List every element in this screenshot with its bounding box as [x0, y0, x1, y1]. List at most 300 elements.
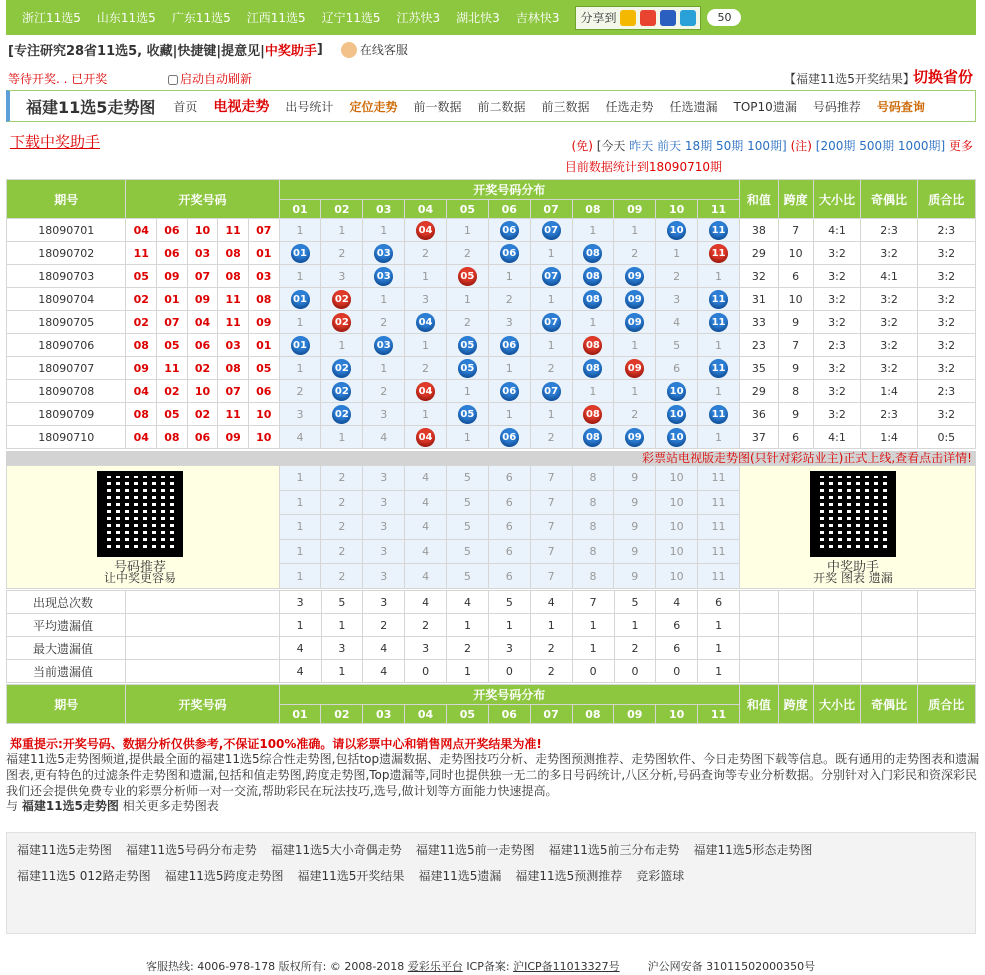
dist-cell[interactable]	[698, 403, 740, 426]
dist-cell[interactable]: 2	[405, 242, 447, 265]
footer-site-link[interactable]: 爱彩乐平台	[407, 960, 463, 973]
nav-item-0[interactable]: 首页	[173, 99, 198, 114]
warning-text: 郑重提示:开奖号码、数据分析仅供参考,不保证100%准确。请以彩票中心和销售网点开奖结果为准!	[10, 737, 542, 751]
related-link-2[interactable]: 福建11选5大小奇偶走势	[270, 843, 402, 857]
number-ball: 03	[374, 244, 393, 263]
draw-cell: 06	[187, 334, 218, 357]
pick-cell[interactable]: 11	[698, 515, 740, 540]
filter-18[interactable]: 18期	[684, 139, 713, 153]
related-link-1[interactable]: 福建11选5号码分布走势	[125, 843, 257, 857]
stats-value: 1	[698, 637, 740, 660]
number-ball: 08	[583, 359, 602, 378]
number-ball: 05	[458, 267, 477, 286]
share-icon-2[interactable]	[660, 10, 676, 26]
dist-cell[interactable]	[572, 334, 614, 357]
dist-cell[interactable]	[656, 219, 698, 242]
pick-cell[interactable]: 1	[279, 564, 321, 589]
slogan-helper-link[interactable]: 中奖助手	[264, 44, 317, 59]
pick-cell[interactable]: 6	[488, 515, 530, 540]
related-link-6[interactable]: 福建11选5 012路走势图	[17, 869, 151, 883]
foot-h_oe: 奇偶比	[861, 685, 917, 724]
share-icon-0[interactable]	[620, 10, 636, 26]
top-link-0[interactable]: 浙江11选5	[22, 11, 81, 25]
pick-cell[interactable]: 1	[279, 490, 321, 515]
dist-cell[interactable]: 3	[321, 265, 363, 288]
pick-cell[interactable]: 11	[698, 490, 740, 515]
dist-cell[interactable]: 1	[279, 265, 321, 288]
foot-h_pc: 质合比	[917, 685, 975, 724]
pick-cell[interactable]: 1	[279, 539, 321, 564]
dist-cell[interactable]	[321, 357, 363, 380]
pick-cell[interactable]: 9	[614, 564, 656, 589]
pick-cell[interactable]: 2	[321, 564, 363, 589]
stats-empty	[126, 591, 279, 614]
dist-cell[interactable]	[488, 219, 530, 242]
dist-cell[interactable]: 3	[405, 288, 447, 311]
dist-cell[interactable]: 2	[488, 288, 530, 311]
stats-label: 出现总次数	[7, 591, 126, 614]
dist-cell[interactable]	[279, 334, 321, 357]
stats-empty	[126, 637, 279, 660]
pick-cell[interactable]: 3	[363, 539, 405, 564]
dist-cell[interactable]	[488, 426, 530, 449]
auto-refresh-checkbox[interactable]	[168, 75, 178, 85]
pick-cell[interactable]: 2	[321, 539, 363, 564]
dist-cell[interactable]: 1	[698, 265, 740, 288]
filter-50[interactable]: 50期	[716, 139, 744, 153]
pick-cell[interactable]: 8	[572, 490, 614, 515]
main-h_oe: 奇偶比	[861, 180, 917, 219]
dist-cell[interactable]	[321, 380, 363, 403]
pick-cell[interactable]: 9	[614, 466, 656, 491]
top-link-3[interactable]: 江西11选5	[246, 11, 306, 25]
filter-1000[interactable]: 1000期]	[897, 139, 946, 153]
stats-value: 1	[488, 614, 530, 637]
nav-item-10[interactable]: 号码推荐	[812, 99, 861, 114]
dist-cell[interactable]: 1	[279, 357, 321, 380]
draw-cell: 10	[248, 403, 279, 426]
related-link-8[interactable]: 福建11选5开奖结果	[297, 869, 405, 883]
stats-empty	[917, 614, 975, 637]
pick-cell[interactable]: 11	[698, 539, 740, 564]
related-link-7[interactable]: 福建11选5跨度走势图	[164, 869, 284, 883]
dist-cell[interactable]	[446, 265, 488, 288]
pick-cell[interactable]: 5	[447, 490, 489, 515]
number-ball: 02	[332, 382, 351, 401]
slogan-end: ]	[316, 42, 323, 57]
pick-cell[interactable]: 4	[405, 490, 447, 515]
number-ball: 01	[291, 244, 310, 263]
related-link-9[interactable]: 福建11选5遗漏	[418, 869, 502, 883]
pick-cell[interactable]: 10	[656, 466, 698, 491]
qr-right-title: 中奖助手	[826, 560, 879, 575]
dist-cell[interactable]	[572, 242, 614, 265]
dist-cell[interactable]: 2	[656, 265, 698, 288]
dist-cell[interactable]	[698, 357, 740, 380]
stats-empty	[917, 660, 975, 683]
table-row	[7, 219, 976, 242]
dist-cell[interactable]: 1	[279, 219, 321, 242]
related-link-10[interactable]: 福建11选5预测推荐	[515, 869, 623, 883]
dist-cell[interactable]: 1	[488, 357, 530, 380]
foot-col-8: 09	[614, 705, 656, 724]
dist-cell[interactable]: 1	[279, 311, 321, 334]
pick-cell[interactable]: 9	[614, 515, 656, 540]
filter-more[interactable]: 更多	[948, 139, 973, 153]
dist-cell[interactable]	[405, 380, 447, 403]
top-link-5[interactable]: 江苏快3	[396, 11, 441, 25]
table-row	[7, 357, 976, 380]
share-icon-3[interactable]	[680, 10, 696, 26]
dist-cell[interactable]: 1	[405, 334, 447, 357]
foot-col-1: 02	[321, 705, 363, 724]
pick-cell[interactable]: 11	[698, 466, 740, 491]
filter-today[interactable]: [今天	[596, 139, 626, 153]
dist-cell[interactable]	[698, 311, 740, 334]
dist-cell[interactable]: 1	[321, 426, 363, 449]
stats-value: 3	[488, 637, 530, 660]
dist-cell[interactable]: 2	[279, 380, 321, 403]
stats-empty	[861, 614, 917, 637]
dist-cell[interactable]: 2	[363, 380, 405, 403]
draw-cell: 02	[187, 403, 218, 426]
dist-cell[interactable]: 1	[363, 357, 405, 380]
foot-col-10: 11	[698, 705, 740, 724]
pick-cell[interactable]: 10	[656, 539, 698, 564]
dist-cell[interactable]: 2	[446, 311, 488, 334]
dist-cell[interactable]: 1	[446, 380, 488, 403]
stats-empty	[813, 660, 861, 683]
dist-cell[interactable]	[614, 426, 656, 449]
dist-cell[interactable]	[446, 403, 488, 426]
filter-yesterday[interactable]: 昨天	[629, 139, 654, 153]
dist-cell[interactable]	[363, 334, 405, 357]
stats-value: 3	[405, 637, 447, 660]
dist-cell[interactable]: 1	[321, 219, 363, 242]
number-ball: 07	[542, 267, 561, 286]
dist-cell[interactable]: 2	[530, 357, 572, 380]
dist-cell[interactable]	[488, 380, 530, 403]
pick-cell[interactable]: 8	[572, 515, 614, 540]
dist-cell[interactable]	[405, 311, 447, 334]
pick-cell[interactable]: 1	[279, 466, 321, 491]
nav-item-11[interactable]: 号码查询	[876, 99, 925, 114]
pick-cell[interactable]: 8	[572, 539, 614, 564]
pick-cell[interactable]: 4	[405, 515, 447, 540]
draw-cell: 02	[126, 288, 157, 311]
related-link-0[interactable]: 福建11选5走势图	[17, 843, 112, 857]
pick-cell[interactable]: 1	[279, 515, 321, 540]
sum-cell: 36	[740, 403, 779, 426]
dist-cell[interactable]: 1	[446, 219, 488, 242]
dist-cell[interactable]	[614, 288, 656, 311]
stats-value: 2	[405, 614, 447, 637]
nav-item-2[interactable]: 出号统计	[285, 99, 334, 114]
dist-cell[interactable]	[488, 242, 530, 265]
main-col-6: 07	[530, 200, 572, 219]
dist-cell[interactable]: 1	[363, 219, 405, 242]
top-link-7[interactable]: 吉林快3	[515, 11, 560, 25]
dist-cell[interactable]	[363, 265, 405, 288]
dist-cell[interactable]: 3	[488, 311, 530, 334]
dist-cell[interactable]: 3	[279, 403, 321, 426]
dist-cell[interactable]	[572, 426, 614, 449]
filter-500[interactable]: 500期	[859, 139, 895, 153]
dist-cell[interactable]: 3	[363, 403, 405, 426]
stats-value: 6	[656, 637, 698, 660]
dist-cell[interactable]: 4	[279, 426, 321, 449]
dist-cell[interactable]: 1	[405, 265, 447, 288]
related-link-11[interactable]: 竞彩篮球	[636, 869, 685, 883]
foot-h-issue: 期号	[7, 685, 126, 724]
dist-cell[interactable]: 1	[698, 380, 740, 403]
tv-ad-banner[interactable]: 彩票站电视版走势图(只针对彩站业主)正式上线,查看点击详情!	[6, 451, 976, 465]
stats-empty	[813, 614, 861, 637]
number-ball: 07	[542, 382, 561, 401]
pick-cell[interactable]: 11	[698, 564, 740, 589]
result-link[interactable]: 【福建11选5开奖结果】	[784, 72, 915, 86]
bs-cell: 3:2	[813, 265, 861, 288]
nav-item-9[interactable]: TOP10遗漏	[733, 99, 797, 114]
nav-item-3[interactable]: 定位走势	[349, 99, 398, 114]
foot-col-6: 07	[530, 705, 572, 724]
qr-right-sub: 开奖 图表 遗漏	[813, 571, 893, 585]
main-col-4: 05	[446, 200, 488, 219]
pick-cell[interactable]: 3	[363, 564, 405, 589]
pick-cell[interactable]: 8	[572, 466, 614, 491]
dist-cell[interactable]: 1	[698, 334, 740, 357]
filter-100[interactable]: 100期]	[747, 139, 787, 153]
dist-cell[interactable]	[572, 288, 614, 311]
draw-cell: 09	[187, 288, 218, 311]
top-link-2[interactable]: 广东11选5	[171, 11, 231, 25]
dist-cell[interactable]: 6	[656, 357, 698, 380]
pick-cell[interactable]: 7	[530, 490, 572, 515]
number-ball: 09	[625, 313, 644, 332]
nav-item-8[interactable]: 任选遗漏	[669, 99, 718, 114]
dist-cell[interactable]	[321, 288, 363, 311]
pick-cell[interactable]: 2	[321, 466, 363, 491]
top-link-6[interactable]: 湖北快3	[456, 11, 500, 25]
pick-cell[interactable]: 4	[405, 539, 447, 564]
top-link-4[interactable]: 辽宁11选5	[321, 11, 381, 25]
pick-cell[interactable]: 9	[614, 539, 656, 564]
pc-cell: 0:5	[917, 426, 975, 449]
pick-cell[interactable]: 5	[447, 466, 489, 491]
switch-province-button[interactable]: 切换省份	[913, 68, 974, 86]
dist-cell[interactable]: 2	[363, 311, 405, 334]
dist-cell[interactable]: 2	[405, 357, 447, 380]
dist-cell[interactable]: 2	[614, 242, 656, 265]
dist-cell[interactable]	[530, 219, 572, 242]
pick-cell[interactable]: 7	[530, 466, 572, 491]
dist-cell[interactable]	[572, 403, 614, 426]
nav-item-7[interactable]: 任选走势	[605, 99, 654, 114]
stats-row	[7, 660, 976, 683]
pick-cell[interactable]: 7	[530, 515, 572, 540]
main-col-8: 09	[614, 200, 656, 219]
pick-cell[interactable]: 6	[488, 539, 530, 564]
dist-cell[interactable]	[656, 403, 698, 426]
related-link-3[interactable]: 福建11选5前一走势图	[415, 843, 535, 857]
dist-cell[interactable]	[488, 334, 530, 357]
pick-cell[interactable]: 8	[572, 564, 614, 589]
pc-cell: 3:2	[917, 265, 975, 288]
online-service-link[interactable]	[341, 41, 408, 59]
dist-cell[interactable]: 2	[446, 242, 488, 265]
stats-empty	[917, 637, 975, 660]
dist-cell[interactable]	[698, 219, 740, 242]
number-ball: 07	[542, 313, 561, 332]
dist-cell[interactable]: 1	[363, 288, 405, 311]
dist-cell[interactable]: 1	[614, 334, 656, 357]
dist-cell[interactable]: 3	[656, 288, 698, 311]
dist-cell[interactable]: 1	[321, 334, 363, 357]
pick-cell[interactable]: 5	[447, 564, 489, 589]
filter-200[interactable]: [200期	[815, 139, 856, 153]
pick-cell[interactable]: 3	[363, 490, 405, 515]
nav-item-5[interactable]: 前二数据	[477, 99, 526, 114]
download-helper-link[interactable]: 下载中奖助手	[10, 133, 101, 151]
dist-cell[interactable]: 2	[530, 426, 572, 449]
foot-col-0: 01	[279, 705, 321, 724]
pick-cell[interactable]: 10	[656, 564, 698, 589]
dist-cell[interactable]	[405, 219, 447, 242]
dist-cell[interactable]: 1	[530, 334, 572, 357]
header-slogan	[8, 40, 408, 59]
stats-empty	[778, 614, 813, 637]
dist-cell[interactable]	[530, 380, 572, 403]
related-link-4[interactable]: 福建11选5前三分布走势	[548, 843, 680, 857]
dist-cell[interactable]: 1	[530, 403, 572, 426]
pick-cell[interactable]: 10	[656, 515, 698, 540]
dist-cell[interactable]: 1	[446, 426, 488, 449]
stats-value: 4	[656, 591, 698, 614]
dist-cell[interactable]	[405, 426, 447, 449]
pick-cell[interactable]: 6	[488, 466, 530, 491]
related-name[interactable]: 福建11选5走势图	[21, 799, 119, 813]
share-icon-1[interactable]	[640, 10, 656, 26]
span-cell: 7	[778, 219, 813, 242]
stats-value: 5	[321, 591, 363, 614]
number-ball: 05	[458, 405, 477, 424]
dist-cell[interactable]: 2	[321, 242, 363, 265]
pick-cell[interactable]: 5	[447, 539, 489, 564]
stats-value: 1	[321, 614, 363, 637]
dist-cell[interactable]: 4	[363, 426, 405, 449]
bs-cell: 4:1	[813, 219, 861, 242]
pick-cell[interactable]: 4	[405, 466, 447, 491]
nav-item-1[interactable]: 电视走势	[213, 99, 270, 115]
auto-refresh-toggle[interactable]	[168, 70, 252, 87]
filter-before[interactable]: 前天	[657, 139, 682, 153]
dist-cell[interactable]: 1	[405, 403, 447, 426]
span-cell: 9	[778, 311, 813, 334]
stats-value: 5	[488, 591, 530, 614]
dist-cell[interactable]: 1	[572, 219, 614, 242]
footer-icp-link[interactable]: 沪ICP备11013327号	[513, 960, 620, 973]
dist-cell[interactable]: 1	[614, 380, 656, 403]
pick-cell[interactable]: 7	[530, 539, 572, 564]
dist-cell[interactable]	[614, 357, 656, 380]
dist-cell[interactable]	[572, 357, 614, 380]
dist-cell[interactable]: 1	[530, 242, 572, 265]
dist-cell[interactable]	[321, 403, 363, 426]
nav-item-4[interactable]: 前一数据	[413, 99, 462, 114]
pick-cell[interactable]: 2	[321, 490, 363, 515]
dist-cell[interactable]: 4	[656, 311, 698, 334]
dist-cell[interactable]	[614, 265, 656, 288]
dist-cell[interactable]: 1	[698, 426, 740, 449]
stats-empty	[861, 660, 917, 683]
dist-cell[interactable]	[279, 242, 321, 265]
dist-cell[interactable]	[530, 311, 572, 334]
dist-cell[interactable]	[698, 288, 740, 311]
pc-cell: 3:2	[917, 334, 975, 357]
number-ball: 10	[667, 221, 686, 240]
main-h-draw: 开奖号码	[126, 180, 279, 219]
draw-cell: 11	[218, 219, 249, 242]
dist-cell[interactable]	[279, 288, 321, 311]
related-link-5[interactable]: 福建11选5形态走势图	[693, 843, 813, 857]
pick-cell[interactable]: 3	[363, 466, 405, 491]
number-ball: 06	[500, 428, 519, 447]
pick-cell[interactable]: 6	[488, 564, 530, 589]
stats-value: 4	[363, 660, 405, 683]
dist-cell[interactable]: 1	[572, 380, 614, 403]
bs-cell: 3:2	[813, 403, 861, 426]
pick-cell[interactable]: 6	[488, 490, 530, 515]
pick-cell[interactable]: 2	[321, 515, 363, 540]
dist-cell[interactable]	[572, 265, 614, 288]
dist-cell[interactable]	[656, 426, 698, 449]
dist-cell[interactable]: 1	[614, 219, 656, 242]
dist-cell[interactable]	[446, 357, 488, 380]
draw-cell: 11	[157, 357, 188, 380]
footer-header-table	[6, 684, 976, 724]
dist-cell[interactable]	[321, 311, 363, 334]
pick-cell[interactable]: 10	[656, 490, 698, 515]
dist-cell[interactable]: 2	[614, 403, 656, 426]
dist-cell[interactable]: 1	[488, 403, 530, 426]
number-ball: 09	[625, 359, 644, 378]
dist-cell[interactable]	[530, 265, 572, 288]
pick-cell[interactable]: 7	[530, 564, 572, 589]
dist-cell[interactable]	[446, 334, 488, 357]
top-link-1[interactable]: 山东11选5	[96, 11, 156, 25]
dist-cell[interactable]	[614, 311, 656, 334]
foot-header-row	[7, 685, 976, 705]
dist-cell[interactable]	[656, 380, 698, 403]
nav-item-6[interactable]: 前三数据	[541, 99, 590, 114]
dist-cell[interactable]: 1	[656, 242, 698, 265]
pick-cell[interactable]: 9	[614, 490, 656, 515]
stats-row	[7, 637, 976, 660]
share-box[interactable]	[575, 6, 701, 30]
dist-cell[interactable]: 1	[572, 311, 614, 334]
dist-cell[interactable]	[363, 242, 405, 265]
number-ball: 11	[709, 313, 728, 332]
number-ball: 06	[500, 244, 519, 263]
pick-cell[interactable]: 5	[447, 515, 489, 540]
dist-cell[interactable]	[698, 242, 740, 265]
pick-cell[interactable]: 4	[405, 564, 447, 589]
pick-cell[interactable]: 3	[363, 515, 405, 540]
dist-cell[interactable]: 1	[530, 288, 572, 311]
dist-cell[interactable]: 5	[656, 334, 698, 357]
dist-cell[interactable]: 1	[446, 288, 488, 311]
dist-cell[interactable]: 1	[488, 265, 530, 288]
